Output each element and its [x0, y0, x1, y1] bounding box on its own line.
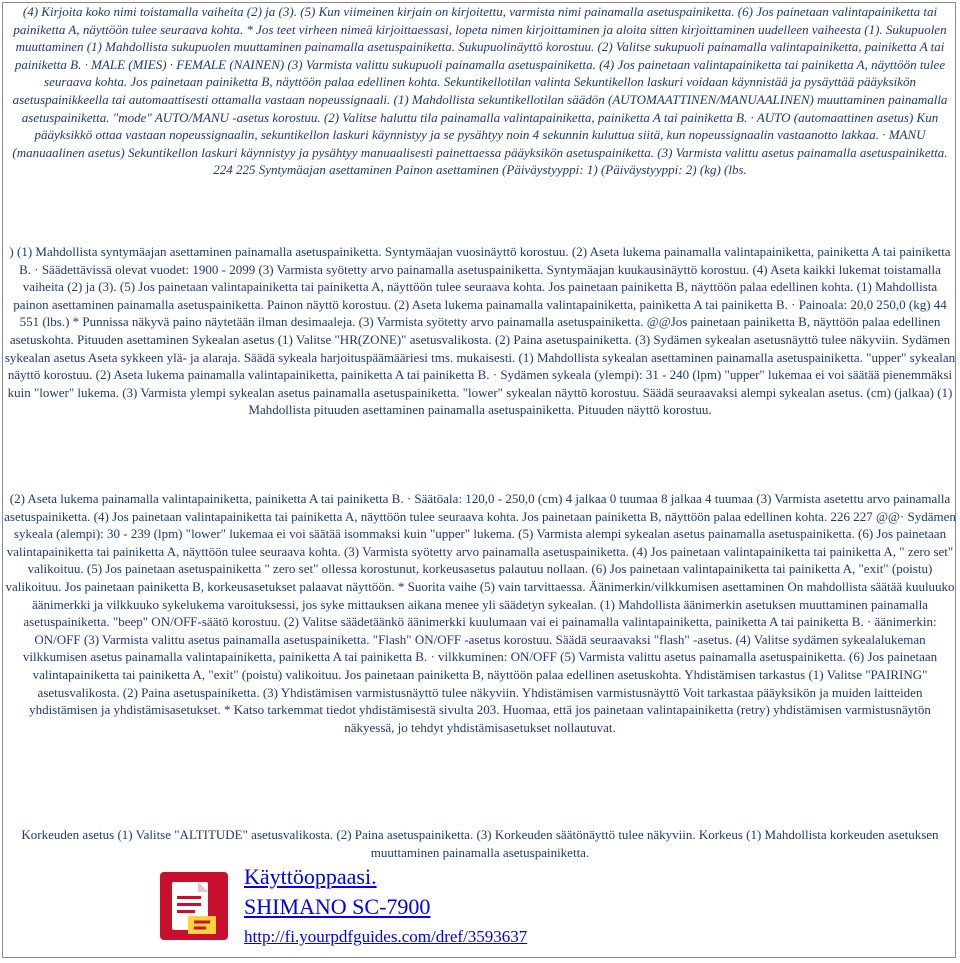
paragraph-birthdate-weight-heartrate: ) (1) Mahdollista syntymäajan asettaminen painamalla asetuspainiketta. Syntymäajan vuosinäyttö korostuu. (2) Aseta lukema painamalla valintapainiketta, painiketta A tai painiketta B. · Säädettävissä olevat vuodet: 1900 - 2099 (3) Varmista syötetty arvo painamalla asetuspainiketta. Syntymäajan kuukausinäyttö korostuu. (4) Aseta kaikki lukemat toistamalla vaiheita (2) ja (3). (5) Jos painetaan valintapainiketta tai painiketta A, näyttöön tulee seuraava kohta. Jos painetaan painiketta B, näyttöön palaa edellinen kohta. (1) Mahdollista painon asettaminen painamalla asetuspainiketta. Painon näyttö korostuu. (2) Aseta lukema painamalla valintapainiketta, painiketta A tai painiketta B. · Painoala: 20,0 250,0 (kg) 44 551 (lbs.) * Punnissa näkyvä paino näytetään ilman desimaaleja. (3) Varmista syötetty arvo painamalla asetuspainiketta. @@Jos painetaan painiketta B, näyttöön palaa edellinen asetuskohta. Pituuden asettaminen Sykealan asetus (1) Valitse "HR(ZONE)" asetusvalikosta. (2) Paina asetuspainiketta. (3) Sydämen sykealan asetusnäyttö tulee näkyviin. Sydämen sykealan asetus Aseta sykkeen ylä- ja alaraja. Säädä sykeala harjoituspäämääriesi tms. mukaisesti. (1) Mahdollista sykealan asettaminen painamalla asetuspainiketta. "upper" sykealan näyttö korostuu. (2) Aseta lukema painamalla valintapainiketta, painiketta A tai painiketta B. · Sydämen sykeala (ylempi): 31 - 240 (lpm) "upper" lukemaa ei voi säätää pienemmäksi kuin "lower" lukema. (3) Varmista ylempi sykealan asetus painamalla asetuspainiketta. "lower" sykealan näyttö korostuu. Säädä seuraavaksi alempi sykealan asetus. (cm) (jalkaa) (1) Mahdollista pituuden asettaminen painamalla asetuspainiketta. Pituuden näyttö korostuu.: [4, 244, 956, 418]
footer-link-group: [244, 862, 527, 950]
paragraph-height-alarm-pairing: (2) Aseta lukema painamalla valintapainiketta, painiketta A tai painiketta B. · Säätöala: 120,0 - 250,0 (cm) 4 jalkaa 0 tuumaa 8 jalkaa 4 tuumaa (3) Varmista asetettu arvo painamalla asetuspainiketta. (4) Jos painetaan valintapainiketta tai painiketta A, näyttöön tulee seuraava kohta. Jos painetaan painiketta B, näyttöön palaa edellinen kohta. 226 227 @@· Sydämen sykeala (alempi): 30 - 239 (lpm) "lower" lukemaa ei voi säätää isommaksi kuin "upper" lukema. (5) Varmista alempi sykealan asetus painamalla asetuspainiketta. (6) Jos painetaan valintapainiketta tai painiketta A, näyttöön tulee seuraava kohta. (3) Varmista syötetty arvo painamalla asetuspainiketta. (4) Jos painetaan valintapainiketta tai painiketta A, " zero set" valikoituu. (5) Jos painetaan asetuspainiketta " zero set" ollessa korostunut, korkeusasetus palautuu nollaan. (6) Jos painetaan valintapainiketta tai painiketta A, "exit" (poistu) valikoituu. Jos painetaan painiketta B, korkeusasetukset palaavat näyttöön. * Suorita vaihe (5) vain tarvittaessa. Äänimerkin/vilkkumisen asettaminen On mahdollista säätää kuuluuko äänimerkki ja vilkkuuko sykelukema varoituksessi, jos syke mittauksen aikana menee yli säädetyn sykealan. (1) Mahdollista äänimerkin asetuksen muuttaminen painamalla asetuspainiketta. "beep" ON/OFF-säätö korostuu. (2) Valitse säädetäänkö äänimerkki kuulumaan vai ei painamalla valintapainiketta, painiketta A tai painiketta B. · äänimerkin: ON/OFF (3) Varmista valittu asetus painamalla asetuspainiketta. "Flash" ON/OFF -asetus korostuu. Säädä seuraavaksi "flash" -asetus. (4) Valitse sydämen sykealalukeman vilkkumisen asetus painamalla valintapainiketta, painiketta A tai painiketta B. · vilkkuminen: ON/OFF (5) Varmista valittu asetus painamalla asetuspainiketta. (6) Jos painetaan valintapainiketta tai painiketta A, "exit" (poistu) valikoituu. Jos painetaan painiketta B, näyttöön palaa edellinen asetuskohta. Yhdistämisen tarkastus (1) Valitse "PAIRING" asetusvalikosta. (2) Paina asetuspainiketta. (3) Yhdistämisen varmistusnäyttö tulee näkyviin. Yhdistämisen varmistusnäyttö Voit tarkastaa pääyksikön ja muiden laitteiden yhdistämisen ja yhdistämisasetukset. * Katso tarkemmat tiedot yhdistämisestä sivulta 203. Huomaa, että jos painetaan valintapainiketta (retry) yhdistämisen varmistusnäytön näkyessä, jo tehdyt yhdistämisasetukset nollautuvat.: [4, 491, 956, 735]
paragraph-altitude: Korkeuden asetus (1) Valitse "ALTITUDE" asetusvalikosta. (2) Paina asetuspainiketta. (3) Korkeuden säätönäyttö tulee näkyviin. Korkeus (1) Mahdollista korkeuden asetuksen muuttaminen painamalla asetuspainiketta.: [21, 827, 939, 860]
user-guide-link[interactable]: Käyttöoppaasi.: [244, 864, 377, 889]
product-link[interactable]: SHIMANO SC-7900: [244, 894, 431, 919]
pdf-guide-logo-icon: [158, 870, 230, 942]
footer-links: [158, 862, 698, 952]
paragraph-name-gender-stopwatch: (4) Kirjoita koko nimi toistamalla vaiheita (2) ja (3). (5) Kun viimeinen kirjain on kirjoitettu, varmista nimi painamalla asetuspainiketta. (6) Jos painetaan valintapainiketta tai painiketta A, näyttöön tulee seuraava kohta. * Jos teet virheen nimeä kirjoittaessasi, lopeta nimen kirjoittaminen ja aloita sitten kirjoittaminen uudelleen vaiheesta (1). Sukupuolen muuttaminen (1) Mahdollista sukupuolen muuttaminen painamalla asetuspainiketta. Sukupuolinäyttö korostuu. (2) Valitse sukupuoli painamalla valintapainiketta, painiketta A tai painiketta B. · MALE (MIES) · FEMALE (NAINEN) (3) Varmista valittu sukupuoli painamalla asetuspainiketta. (4) Jos painetaan valintapainiketta tai painiketta A, näyttöön tulee seuraava kohta. Jos painetaan painiketta B, näyttöön palaa edellinen kohta. Sekuntikellotilan valinta Sekuntikellon laskuri voidaan käynnistää ja pysäyttää pääyksikön asetuspainikkeella tai automaattisesti ottamalla vastaan nopeussignaali. (1) Mahdollista sekuntikellotilan säädön (AUTOMAATTINEN/MANUAALINEN) muuttaminen painamalla asetuspainiketta. "mode" AUTO/MANU -asetus korostuu. (2) Valitse haluttu tila painamalla valintapainiketta, painiketta A tai painiketta B. · AUTO (automaattinen asetus) Kun pääyksikkö ottaa vastaan nopeussignaalin, sekuntikellon laskuri käynnistyy ja se pysähtyy noin 4 sekunnin kuluttua siitä, kun nopeussignaalin vastaanotto lakkaa. · MANU (manuaalinen asetus) Sekuntikellon laskuri käynnistyy ja pysähtyy manuaalisesti painettaessa pääyksikön asetuspainiketta. (3) Varmista valittu asetus painamalla asetuspainiketta. 224 225 Syntymäajan asettaminen Painon asettaminen (Päiväystyyppi: 1) (Päiväystyyppi: 2) (kg) (lbs.: [12, 4, 948, 178]
download-url-link[interactable]: http://fi.yourpdfguides.com/dref/3593637: [244, 927, 528, 946]
